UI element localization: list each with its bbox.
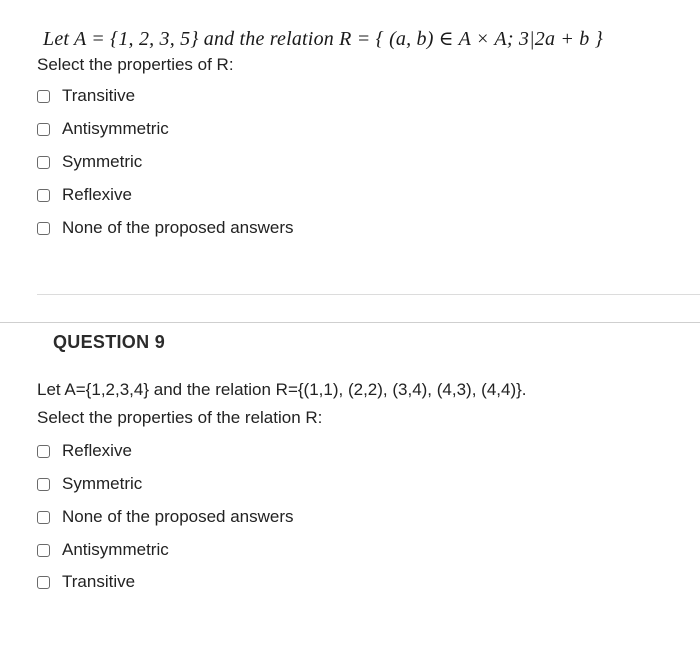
question-9-heading: QUESTION 9 bbox=[53, 332, 166, 352]
q9-option-none[interactable] bbox=[37, 506, 294, 528]
checkbox-icon[interactable] bbox=[37, 544, 50, 557]
question-divider bbox=[0, 322, 700, 323]
answer-divider bbox=[37, 294, 700, 295]
checkbox-icon[interactable] bbox=[37, 156, 50, 169]
checkbox-icon[interactable] bbox=[37, 123, 50, 136]
q8-option-antisymmetric[interactable] bbox=[37, 118, 169, 140]
q9-option-reflexive[interactable] bbox=[37, 440, 132, 462]
checkbox-icon[interactable] bbox=[37, 576, 50, 589]
checkbox-icon[interactable] bbox=[37, 189, 50, 202]
option-label: None of the proposed answers bbox=[62, 218, 294, 237]
option-label: Reflexive bbox=[62, 185, 132, 204]
q9-option-antisymmetric[interactable] bbox=[37, 539, 169, 561]
option-label: Antisymmetric bbox=[62, 540, 169, 559]
option-label: Symmetric bbox=[62, 152, 143, 171]
question-8-prompt: Select the properties of R: bbox=[37, 55, 234, 74]
option-label: Antisymmetric bbox=[62, 119, 169, 138]
q8-option-reflexive[interactable] bbox=[37, 184, 132, 206]
checkbox-icon[interactable] bbox=[37, 90, 50, 103]
checkbox-icon[interactable] bbox=[37, 222, 50, 235]
question-8-statement: Let A = {1, 2, 3, 5} and the relation R = { (a, b) ∈ A × A; 3|2a + b } bbox=[43, 28, 603, 50]
option-label: None of the proposed answers bbox=[62, 507, 294, 526]
option-label: Symmetric bbox=[62, 474, 143, 493]
question-9-prompt: Select the properties of the relation R: bbox=[37, 408, 323, 427]
q8-option-transitive[interactable] bbox=[37, 85, 135, 107]
option-label: Reflexive bbox=[62, 441, 132, 460]
checkbox-icon[interactable] bbox=[37, 445, 50, 458]
checkbox-icon[interactable] bbox=[37, 511, 50, 524]
q8-option-none[interactable] bbox=[37, 217, 294, 239]
option-label: Transitive bbox=[62, 572, 136, 591]
option-label: Transitive bbox=[62, 86, 136, 105]
checkbox-icon[interactable] bbox=[37, 478, 50, 491]
q8-option-symmetric[interactable] bbox=[37, 151, 142, 173]
q9-option-symmetric[interactable] bbox=[37, 473, 142, 495]
question-9-statement: Let A={1,2,3,4} and the relation R={(1,1), (2,2), (3,4), (4,3), (4,4)}. bbox=[37, 380, 527, 399]
q9-option-transitive[interactable] bbox=[37, 571, 135, 593]
